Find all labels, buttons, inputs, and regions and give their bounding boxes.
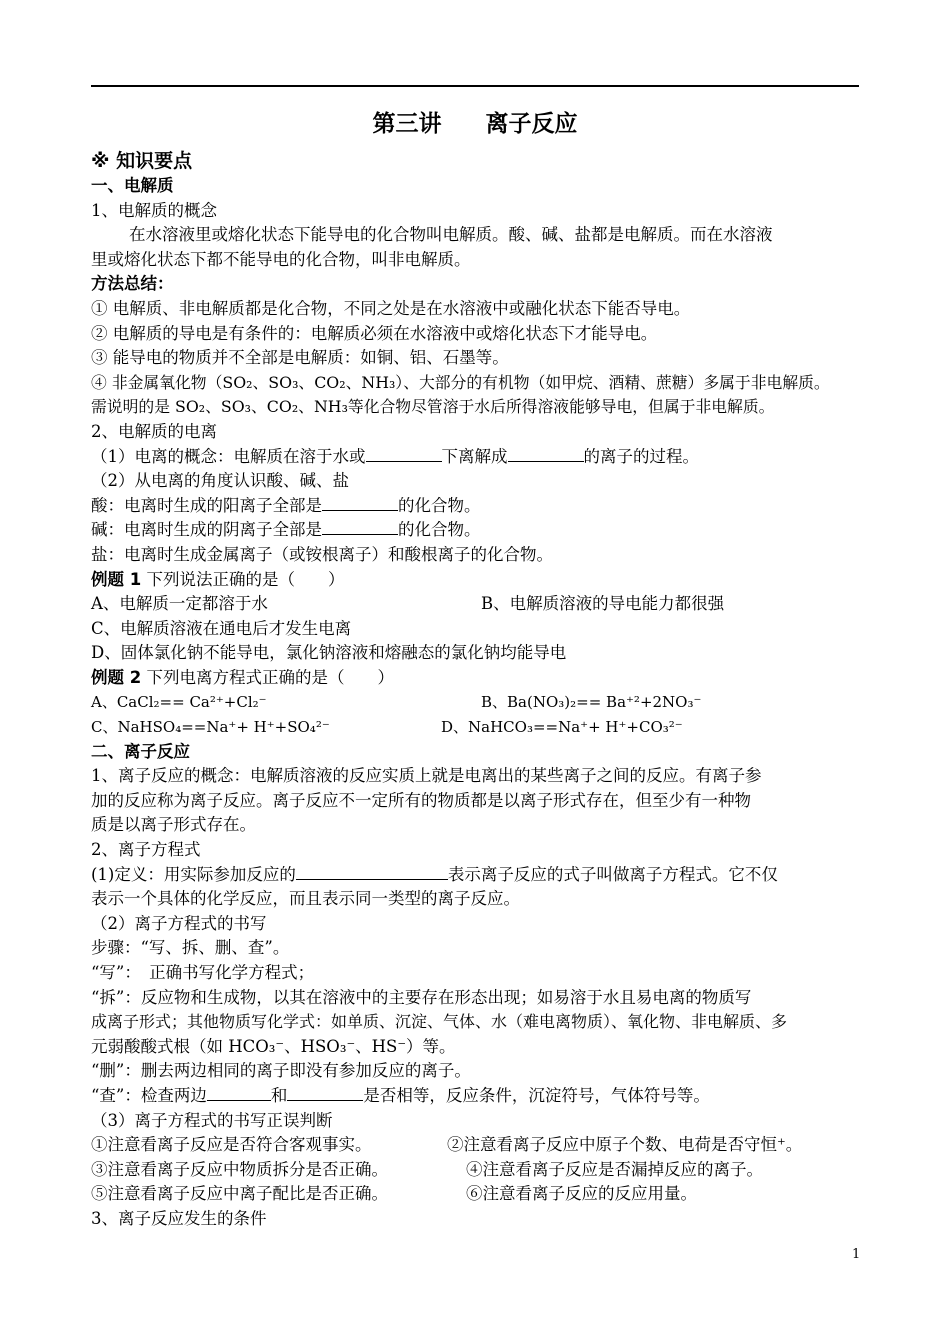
para-label: 3、离子反应发生的条件 [91, 1208, 267, 1228]
judge-row: ③注意看离子反应中物质拆分是否正确。 ④注意看离子反应是否漏掉反应的离子。 [91, 1159, 763, 1179]
step-delete: “删”：删去两边相同的离子即没有参加反应的离子。 [91, 1061, 471, 1081]
fill-blank[interactable] [287, 1084, 363, 1101]
step-check: “查”：检查两边 和 是否相等，反应条件，沉淀符号，气体符号等。 [91, 1085, 710, 1105]
judge-row: ①注意看离子反应是否符合客观事实。 ②注意看离子反应中原子个数、电荷是否守恒⁺。 [91, 1135, 803, 1155]
ionic-equation-definition: (1)定义：用实际参加反应的 表示离子反应的式子叫做离子方程式。它不仅 [91, 864, 778, 884]
step-split: “拆”：反应物和生成物，以其在溶液中的主要存在形态出现；如易溶于水且易电离的物质写 [91, 987, 752, 1007]
option-d[interactable]: D、NaHCO₃==Na⁺+ H⁺+CO₃²⁻ [441, 718, 683, 737]
salt-definition: 盐：电离时生成金属离子（或铵根离子）和酸根离子的化合物。 [91, 544, 553, 564]
title-topic: 离子反应 [485, 111, 578, 137]
method-item: ④ 非金属氧化物（SO₂、SO₃、CO₂、NH₃）、大部分的有机物（如甲烷、酒精、蔗糖）多属于非电解质。 [91, 372, 830, 392]
paragraph: 质是以离子形式存在。 [91, 815, 256, 835]
step-split: 成离子形式；其他物质写化学式：如单质、沉淀、气体、水（难电离物质）、氧化物、非电解质、多 [91, 1012, 788, 1032]
example-1-options-ab [91, 592, 859, 617]
option-c[interactable]: C、电解质溶液在通电后才发生电离 [91, 618, 352, 638]
option-a[interactable]: A、电解质一定都溶于水 [91, 594, 268, 614]
para-label: （2）离子方程式的书写 [91, 913, 267, 933]
fill-blank[interactable] [366, 445, 442, 462]
example-2-options-ab [91, 690, 859, 715]
method-item: ② 电解质的导电是有条件的：电解质必须在水溶液中或熔化状态下才能导电。 [91, 323, 658, 343]
paragraph: 在水溶液里或熔化状态下能导电的化合物叫电解质。酸、碱、盐都是电解质。而在水溶液 [129, 225, 773, 245]
page-number: 1 [852, 1247, 861, 1262]
page-title [91, 100, 859, 148]
method-item: 需说明的是 SO₂、SO₃、CO₂、NH₃等化合物尽管溶于水后所得溶液能够导电，但属于非电解质。 [91, 397, 775, 417]
para-label: 2、离子方程式 [91, 840, 201, 860]
section-mark: ※ 知识要点 [91, 150, 193, 172]
heading-electrolyte: 一、电解质 [91, 176, 174, 195]
paragraph: 1、离子反应的概念：电解质溶液的反应实质上就是电离出的某些离子之间的反应。有离子参 [91, 766, 762, 786]
fill-blank[interactable] [322, 494, 398, 511]
header-rule [91, 85, 859, 87]
option-d[interactable]: D、固体氯化钠不能导电，氯化钠溶液和熔融态的氯化钠均能导电 [91, 643, 567, 663]
ionization-definition: （1）电离的概念：电解质在溶于水或 下离解成 的离子的过程。 [91, 446, 699, 466]
paragraph: 加的反应称为离子反应。离子反应不一定所有的物质都是以离子形式存在，但至少有一种物 [91, 790, 751, 810]
para-label: 2、电解质的电离 [91, 421, 217, 441]
heading-ionic-reaction: 二、离子反应 [91, 741, 190, 761]
example-1-question: 例题 1 下列说法正确的是（ ） [91, 569, 345, 589]
acid-definition: 酸：电离时生成的阳离子全部是 的化合物。 [91, 495, 481, 515]
paragraph: 表示一个具体的化学反应，而且表示同一类型的离子反应。 [91, 889, 520, 909]
document-page [91, 100, 859, 1232]
para-label: （3）离子方程式的书写正误判断 [91, 1110, 333, 1130]
title-lecture: 第三讲 [372, 111, 442, 137]
paragraph: （2）从电离的角度认识酸、碱、盐 [91, 471, 349, 491]
step-write: “写”： 正确书写化学方程式； [91, 963, 315, 982]
fill-blank[interactable] [508, 445, 584, 462]
judge-row: ⑤注意看离子反应中离子配比是否正确。 ⑥注意看离子反应的反应用量。 [91, 1184, 697, 1204]
method-item: ① 电解质、非电解质都是化合物，不同之处是在水溶液中或融化状态下能否导电。 [91, 298, 691, 318]
fill-blank[interactable] [322, 518, 398, 535]
option-c[interactable]: C、NaHSO₄==Na⁺+ H⁺+SO₄²⁻ [91, 718, 330, 737]
paragraph: 里或熔化状态下都不能导电的化合物，叫非电解质。 [91, 249, 471, 269]
example-2-question: 例题 2 下列电离方程式正确的是（ ） [91, 667, 394, 687]
option-b[interactable]: B、Ba(NO₃)₂== Ba⁺²+2NO₃⁻ [481, 693, 702, 712]
method-heading: 方法总结： [91, 274, 174, 294]
base-definition: 碱：电离时生成的阴离子全部是 的化合物。 [91, 520, 481, 540]
step-split: 元弱酸酸式根（如 HCO₃⁻、HSO₃⁻、HS⁻）等。 [91, 1036, 456, 1056]
steps: 步骤：“写、拆、删、查”。 [91, 938, 290, 958]
option-b[interactable]: B、电解质溶液的导电能力都很强 [481, 594, 725, 614]
para-label: 1、电解质的概念 [91, 200, 217, 220]
method-item: ③ 能导电的物质并不全部是电解质：如铜、铝、石墨等。 [91, 348, 509, 368]
option-a[interactable]: A、CaCl₂== Ca²⁺+Cl₂⁻ [91, 693, 267, 712]
fill-blank[interactable] [296, 863, 448, 880]
fill-blank[interactable] [207, 1084, 271, 1101]
example-2-options-cd [91, 715, 859, 740]
